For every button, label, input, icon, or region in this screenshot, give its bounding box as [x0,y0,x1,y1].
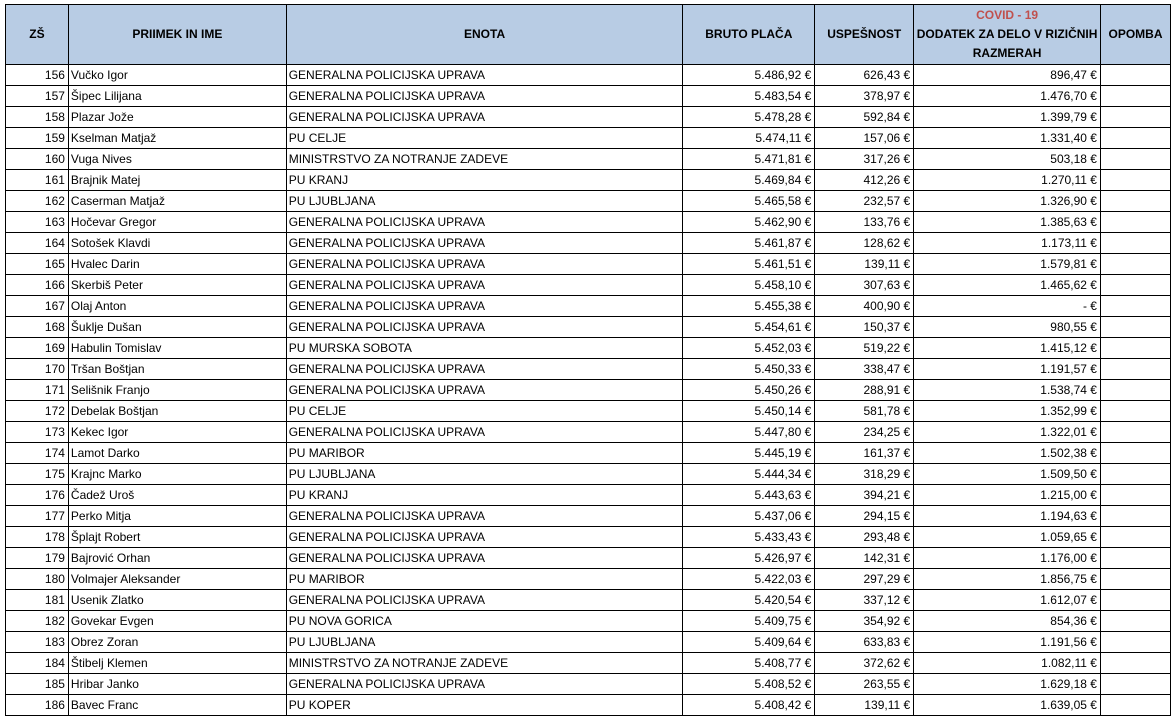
covid-allowance-cell[interactable]: 854,36 € [914,611,1101,632]
note-cell[interactable] [1100,422,1170,443]
gross-salary-cell[interactable]: 5.458,10 € [683,275,815,296]
row-number-cell[interactable]: 165 [6,254,69,275]
name-cell[interactable]: Vučko Igor [68,65,286,86]
table-row [6,86,1171,107]
note-cell[interactable] [1100,128,1170,149]
table-row [6,590,1171,611]
unit-cell[interactable]: GENERALNA POLICIJSKA UPRAVA [286,107,683,128]
performance-cell[interactable]: 412,26 € [815,170,914,191]
covid-allowance-cell[interactable]: 1.385,63 € [914,212,1101,233]
gross-salary-cell[interactable]: 5.478,28 € [683,107,815,128]
covid-allowance-cell[interactable]: 1.612,07 € [914,590,1101,611]
table-row [6,443,1171,464]
header-covid-title: COVID - 19 [976,8,1039,22]
row-number-cell[interactable]: 162 [6,191,69,212]
covid-allowance-cell[interactable]: 1.173,11 € [914,233,1101,254]
header-performance[interactable]: USPEŠNOST [815,5,914,65]
gross-salary-cell[interactable]: 5.461,51 € [683,254,815,275]
unit-cell[interactable]: PU MURSKA SOBOTA [286,338,683,359]
note-cell[interactable] [1100,212,1170,233]
unit-cell[interactable]: MINISTRSTVO ZA NOTRANJE ZADEVE [286,149,683,170]
name-cell[interactable]: Štibelj Klemen [68,653,286,674]
table-row [6,569,1171,590]
gross-salary-cell[interactable]: 5.408,52 € [683,674,815,695]
note-cell[interactable] [1100,548,1170,569]
performance-cell[interactable]: 354,92 € [815,611,914,632]
gross-salary-cell[interactable]: 5.433,43 € [683,527,815,548]
performance-cell[interactable]: 150,37 € [815,317,914,338]
row-number-cell[interactable]: 159 [6,128,69,149]
note-cell[interactable] [1100,443,1170,464]
note-cell[interactable] [1100,401,1170,422]
row-number-cell[interactable]: 169 [6,338,69,359]
row-number-cell[interactable]: 161 [6,170,69,191]
row-number-cell[interactable]: 180 [6,569,69,590]
note-cell[interactable] [1100,674,1170,695]
table-row [6,170,1171,191]
performance-cell[interactable]: 400,90 € [815,296,914,317]
note-cell[interactable] [1100,317,1170,338]
table-row [6,275,1171,296]
table-row [6,212,1171,233]
table-row [6,254,1171,275]
covid-allowance-cell[interactable]: 1.176,00 € [914,548,1101,569]
note-cell[interactable] [1100,296,1170,317]
name-cell[interactable]: Šuklje Dušan [68,317,286,338]
performance-cell[interactable]: 133,76 € [815,212,914,233]
unit-cell[interactable]: PU NOVA GORICA [286,611,683,632]
table-row [6,317,1171,338]
performance-cell[interactable]: 142,31 € [815,548,914,569]
gross-salary-cell[interactable]: 5.437,06 € [683,506,815,527]
gross-salary-cell[interactable]: 5.452,03 € [683,338,815,359]
table-row [6,695,1171,716]
covid-allowance-cell[interactable]: - € [914,296,1101,317]
performance-cell[interactable]: 317,26 € [815,149,914,170]
gross-salary-cell[interactable]: 5.409,64 € [683,632,815,653]
unit-cell[interactable]: GENERALNA POLICIJSKA UPRAVA [286,674,683,695]
name-cell[interactable]: Olaj Anton [68,296,286,317]
performance-cell[interactable]: 318,29 € [815,464,914,485]
row-number-cell[interactable]: 177 [6,506,69,527]
unit-cell[interactable]: GENERALNA POLICIJSKA UPRAVA [286,212,683,233]
unit-cell[interactable]: PU MARIBOR [286,569,683,590]
row-number-cell[interactable]: 178 [6,527,69,548]
row-number-cell[interactable]: 179 [6,548,69,569]
row-number-cell[interactable]: 184 [6,653,69,674]
row-number-cell[interactable]: 167 [6,296,69,317]
header-unit[interactable]: ENOTA [286,5,683,65]
row-number-cell[interactable]: 170 [6,359,69,380]
name-cell[interactable]: Bajrović Orhan [68,548,286,569]
name-cell[interactable]: Habulin Tomislav [68,338,286,359]
unit-cell[interactable]: PU KRANJ [286,485,683,506]
name-cell[interactable]: Volmajer Aleksander [68,569,286,590]
performance-cell[interactable]: 592,84 € [815,107,914,128]
header-zs[interactable]: ZŠ [6,5,69,65]
covid-allowance-cell[interactable]: 1.331,40 € [914,128,1101,149]
unit-cell[interactable]: GENERALNA POLICIJSKA UPRAVA [286,254,683,275]
gross-salary-cell[interactable]: 5.483,54 € [683,86,815,107]
row-number-cell[interactable]: 183 [6,632,69,653]
row-number-cell[interactable]: 172 [6,401,69,422]
table-row [6,359,1171,380]
row-number-cell[interactable]: 160 [6,149,69,170]
performance-cell[interactable]: 372,62 € [815,653,914,674]
covid-allowance-cell[interactable]: 980,55 € [914,317,1101,338]
name-cell[interactable]: Šplajt Robert [68,527,286,548]
name-cell[interactable]: Sotošek Klavdi [68,233,286,254]
name-cell[interactable]: Vuga Nives [68,149,286,170]
row-number-cell[interactable]: 163 [6,212,69,233]
row-number-cell[interactable]: 166 [6,275,69,296]
note-cell[interactable] [1100,590,1170,611]
note-cell[interactable] [1100,65,1170,86]
name-cell[interactable]: Hribar Janko [68,674,286,695]
performance-cell[interactable]: 581,78 € [815,401,914,422]
note-cell[interactable] [1100,653,1170,674]
gross-salary-cell[interactable]: 5.465,58 € [683,191,815,212]
note-cell[interactable] [1100,464,1170,485]
row-number-cell[interactable]: 182 [6,611,69,632]
unit-cell[interactable]: GENERALNA POLICIJSKA UPRAVA [286,317,683,338]
table-row [6,338,1171,359]
name-cell[interactable]: Hvalec Darin [68,254,286,275]
row-number-cell[interactable]: 168 [6,317,69,338]
table-body [6,65,1171,716]
covid-allowance-cell[interactable]: 1.502,38 € [914,443,1101,464]
performance-cell[interactable]: 307,63 € [815,275,914,296]
performance-cell[interactable]: 128,62 € [815,233,914,254]
covid-allowance-cell[interactable]: 1.352,99 € [914,401,1101,422]
table-row [6,401,1171,422]
covid-allowance-cell[interactable]: 1.579,81 € [914,254,1101,275]
note-cell[interactable] [1100,107,1170,128]
performance-cell[interactable]: 139,11 € [815,695,914,716]
name-cell[interactable]: Obrez Zoran [68,632,286,653]
covid-allowance-cell[interactable]: 1.191,57 € [914,359,1101,380]
header-covid[interactable] [914,5,1101,65]
row-number-cell[interactable]: 176 [6,485,69,506]
covid-allowance-cell[interactable]: 1.639,05 € [914,695,1101,716]
table-row [6,107,1171,128]
unit-cell[interactable]: PU LJUBLJANA [286,191,683,212]
table-row [6,527,1171,548]
table-row [6,485,1171,506]
unit-cell[interactable]: PU KOPER [286,695,683,716]
salary-table [5,4,1171,716]
covid-allowance-cell[interactable]: 1.399,79 € [914,107,1101,128]
row-number-cell[interactable]: 186 [6,695,69,716]
note-cell[interactable] [1100,485,1170,506]
unit-cell[interactable]: GENERALNA POLICIJSKA UPRAVA [286,506,683,527]
name-cell[interactable]: Caserman Matjaž [68,191,286,212]
unit-cell[interactable]: PU LJUBLJANA [286,632,683,653]
performance-cell[interactable]: 263,55 € [815,674,914,695]
name-cell[interactable]: Kekec Igor [68,422,286,443]
note-cell[interactable] [1100,611,1170,632]
covid-allowance-cell[interactable]: 1.629,18 € [914,674,1101,695]
name-cell[interactable]: Tršan Boštjan [68,359,286,380]
table-row [6,464,1171,485]
performance-cell[interactable]: 519,22 € [815,338,914,359]
name-cell[interactable]: Krajnc Marko [68,464,286,485]
gross-salary-cell[interactable]: 5.445,19 € [683,443,815,464]
performance-cell[interactable]: 288,91 € [815,380,914,401]
table-row [6,296,1171,317]
unit-cell[interactable]: GENERALNA POLICIJSKA UPRAVA [286,422,683,443]
performance-cell[interactable]: 294,15 € [815,506,914,527]
gross-salary-cell[interactable]: 5.409,75 € [683,611,815,632]
covid-allowance-cell[interactable]: 1.856,75 € [914,569,1101,590]
row-number-cell[interactable]: 171 [6,380,69,401]
header-name[interactable]: PRIIMEK IN IME [68,5,286,65]
name-cell[interactable]: Plazar Jože [68,107,286,128]
note-cell[interactable] [1100,506,1170,527]
performance-cell[interactable]: 139,11 € [815,254,914,275]
gross-salary-cell[interactable]: 5.420,54 € [683,590,815,611]
header-covid-subtitle: DODATEK ZA DELO V RIZIČNIH RAZMERAH [916,27,1098,60]
unit-cell[interactable]: GENERALNA POLICIJSKA UPRAVA [286,548,683,569]
row-number-cell[interactable]: 173 [6,422,69,443]
performance-cell[interactable]: 378,97 € [815,86,914,107]
note-cell[interactable] [1100,149,1170,170]
covid-allowance-cell[interactable]: 1.538,74 € [914,380,1101,401]
performance-cell[interactable]: 338,47 € [815,359,914,380]
row-number-cell[interactable]: 157 [6,86,69,107]
name-cell[interactable]: Kselman Matjaž [68,128,286,149]
gross-salary-cell[interactable]: 5.486,92 € [683,65,815,86]
unit-cell[interactable]: PU CELJE [286,128,683,149]
gross-salary-cell[interactable]: 5.408,77 € [683,653,815,674]
note-cell[interactable] [1100,170,1170,191]
note-cell[interactable] [1100,695,1170,716]
name-cell[interactable]: Govekar Evgen [68,611,286,632]
unit-cell[interactable]: GENERALNA POLICIJSKA UPRAVA [286,380,683,401]
covid-allowance-cell[interactable]: 503,18 € [914,149,1101,170]
table-row [6,653,1171,674]
gross-salary-cell[interactable]: 5.450,33 € [683,359,815,380]
covid-allowance-cell[interactable]: 1.270,11 € [914,170,1101,191]
performance-cell[interactable]: 232,57 € [815,191,914,212]
note-cell[interactable] [1100,527,1170,548]
note-cell[interactable] [1100,275,1170,296]
covid-allowance-cell[interactable]: 896,47 € [914,65,1101,86]
gross-salary-cell[interactable]: 5.408,42 € [683,695,815,716]
name-cell[interactable]: Hočevar Gregor [68,212,286,233]
name-cell[interactable]: Šipec Lilijana [68,86,286,107]
unit-cell[interactable]: GENERALNA POLICIJSKA UPRAVA [286,527,683,548]
table-row [6,65,1171,86]
row-number-cell[interactable]: 156 [6,65,69,86]
performance-cell[interactable]: 293,48 € [815,527,914,548]
covid-allowance-cell[interactable]: 1.326,90 € [914,191,1101,212]
unit-cell[interactable]: GENERALNA POLICIJSKA UPRAVA [286,86,683,107]
gross-salary-cell[interactable]: 5.471,81 € [683,149,815,170]
gross-salary-cell[interactable]: 5.469,84 € [683,170,815,191]
note-cell[interactable] [1100,380,1170,401]
covid-allowance-cell[interactable]: 1.322,01 € [914,422,1101,443]
gross-salary-cell[interactable]: 5.461,87 € [683,233,815,254]
table-row [6,548,1171,569]
performance-cell[interactable]: 297,29 € [815,569,914,590]
unit-cell[interactable]: MINISTRSTVO ZA NOTRANJE ZADEVE [286,653,683,674]
covid-allowance-cell[interactable]: 1.465,62 € [914,275,1101,296]
name-cell[interactable]: Skerbiš Peter [68,275,286,296]
table-row [6,380,1171,401]
row-number-cell[interactable]: 158 [6,107,69,128]
performance-cell[interactable]: 394,21 € [815,485,914,506]
table-row [6,149,1171,170]
covid-allowance-cell[interactable]: 1.059,65 € [914,527,1101,548]
table-row [6,632,1171,653]
gross-salary-cell[interactable]: 5.455,38 € [683,296,815,317]
row-number-cell[interactable]: 174 [6,443,69,464]
gross-salary-cell[interactable]: 5.444,34 € [683,464,815,485]
gross-salary-cell[interactable]: 5.462,90 € [683,212,815,233]
table-row [6,191,1171,212]
unit-cell[interactable]: GENERALNA POLICIJSKA UPRAVA [286,296,683,317]
note-cell[interactable] [1100,254,1170,275]
row-number-cell[interactable]: 181 [6,590,69,611]
table-row [6,233,1171,254]
covid-allowance-cell[interactable]: 1.476,70 € [914,86,1101,107]
covid-allowance-cell[interactable]: 1.194,63 € [914,506,1101,527]
unit-cell[interactable]: GENERALNA POLICIJSKA UPRAVA [286,233,683,254]
name-cell[interactable]: Čadež Uroš [68,485,286,506]
gross-salary-cell[interactable]: 5.443,63 € [683,485,815,506]
table-row [6,611,1171,632]
performance-cell[interactable]: 161,37 € [815,443,914,464]
gross-salary-cell[interactable]: 5.426,97 € [683,548,815,569]
unit-cell[interactable]: GENERALNA POLICIJSKA UPRAVA [286,65,683,86]
performance-cell[interactable]: 633,83 € [815,632,914,653]
performance-cell[interactable]: 234,25 € [815,422,914,443]
header-gross[interactable]: BRUTO PLAČA [683,5,815,65]
covid-allowance-cell[interactable]: 1.215,00 € [914,485,1101,506]
name-cell[interactable]: Perko Mitja [68,506,286,527]
note-cell[interactable] [1100,359,1170,380]
header-note[interactable]: OPOMBA [1100,5,1170,65]
unit-cell[interactable]: PU CELJE [286,401,683,422]
name-cell[interactable]: Usenik Zlatko [68,590,286,611]
name-cell[interactable]: Debelak Boštjan [68,401,286,422]
gross-salary-cell[interactable]: 5.474,11 € [683,128,815,149]
gross-salary-cell[interactable]: 5.422,03 € [683,569,815,590]
gross-salary-cell[interactable]: 5.454,61 € [683,317,815,338]
note-cell[interactable] [1100,569,1170,590]
note-cell[interactable] [1100,632,1170,653]
performance-cell[interactable]: 337,12 € [815,590,914,611]
row-number-cell[interactable]: 175 [6,464,69,485]
unit-cell[interactable]: PU LJUBLJANA [286,464,683,485]
note-cell[interactable] [1100,233,1170,254]
name-cell[interactable]: Lamot Darko [68,443,286,464]
row-number-cell[interactable]: 164 [6,233,69,254]
performance-cell[interactable]: 626,43 € [815,65,914,86]
table-row [6,506,1171,527]
gross-salary-cell[interactable]: 5.447,80 € [683,422,815,443]
name-cell[interactable]: Bavec Franc [68,695,286,716]
name-cell[interactable]: Brajnik Matej [68,170,286,191]
table-row [6,422,1171,443]
unit-cell[interactable]: PU KRANJ [286,170,683,191]
covid-allowance-cell[interactable]: 1.082,11 € [914,653,1101,674]
covid-allowance-cell[interactable]: 1.415,12 € [914,338,1101,359]
covid-allowance-cell[interactable]: 1.191,56 € [914,632,1101,653]
covid-allowance-cell[interactable]: 1.509,50 € [914,464,1101,485]
table-row [6,674,1171,695]
note-cell[interactable] [1100,338,1170,359]
unit-cell[interactable]: PU MARIBOR [286,443,683,464]
unit-cell[interactable]: GENERALNA POLICIJSKA UPRAVA [286,359,683,380]
note-cell[interactable] [1100,191,1170,212]
gross-salary-cell[interactable]: 5.450,14 € [683,401,815,422]
unit-cell[interactable]: GENERALNA POLICIJSKA UPRAVA [286,275,683,296]
unit-cell[interactable]: GENERALNA POLICIJSKA UPRAVA [286,590,683,611]
name-cell[interactable]: Selišnik Franjo [68,380,286,401]
table-row [6,128,1171,149]
performance-cell[interactable]: 157,06 € [815,128,914,149]
gross-salary-cell[interactable]: 5.450,26 € [683,380,815,401]
row-number-cell[interactable]: 185 [6,674,69,695]
note-cell[interactable] [1100,86,1170,107]
header-row [6,5,1171,65]
